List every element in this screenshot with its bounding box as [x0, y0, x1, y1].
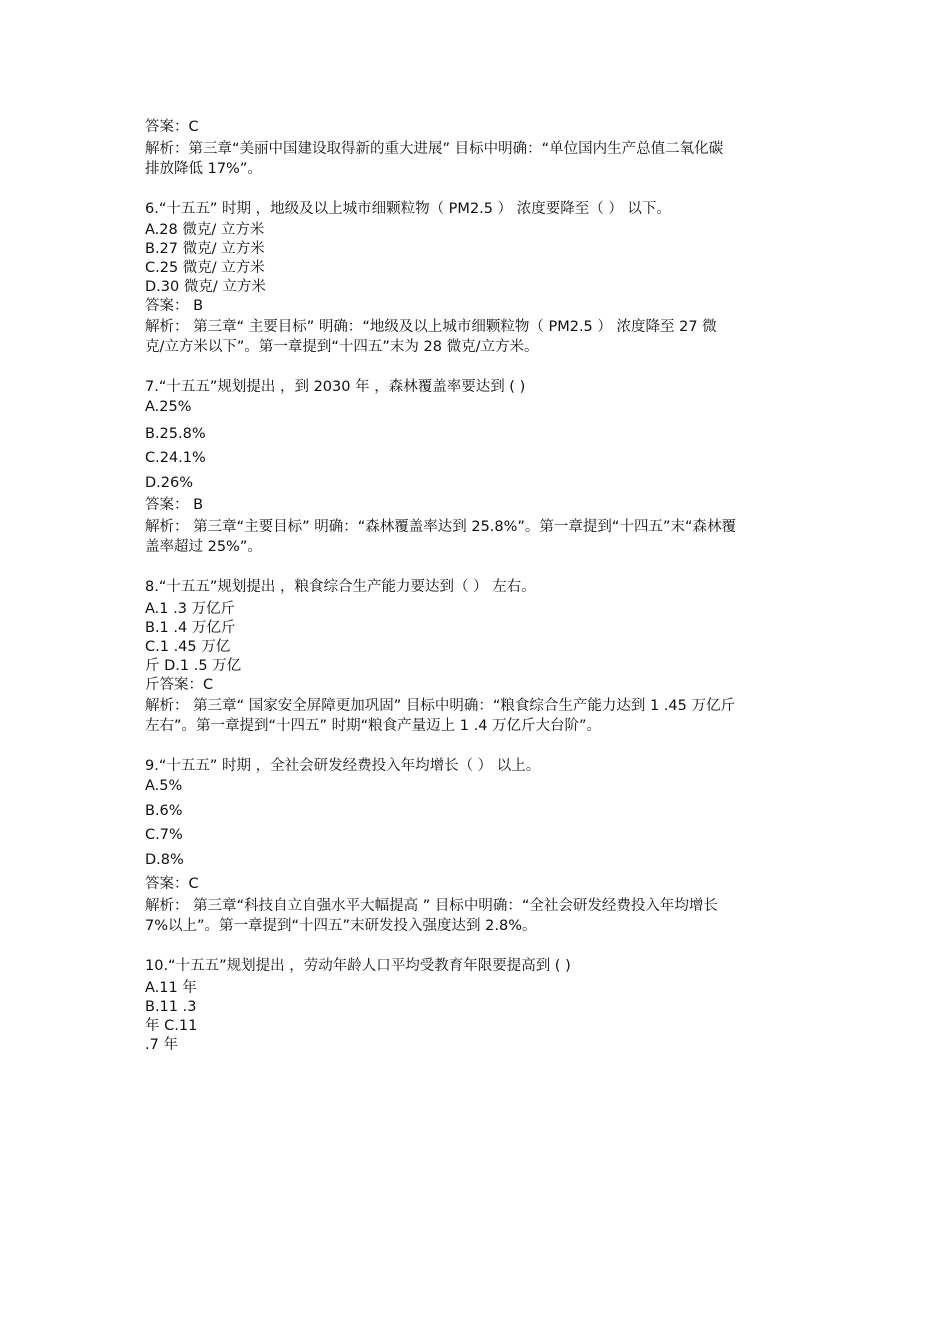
option-line: 斤 D.1 .5 万亿	[145, 658, 242, 674]
answer-line: 答案：C	[145, 119, 199, 135]
option-line: .7 年	[145, 1037, 178, 1053]
answer-line: 答案：C	[145, 876, 199, 892]
answer-line: 答案： B	[145, 298, 204, 314]
analysis-line: 解析： 第三章“ 国家安全屏障更加巩固” 目标中明确：“粮食综合生产能力达到 1 .45 万亿斤	[145, 698, 735, 714]
question-line: 7.“十五五”规划提出 ，到 2030 年 ，森林覆盖率要达到 ( )	[145, 379, 526, 395]
option-line: D.8%	[145, 852, 184, 868]
question-line: 9.“十五五” 时期 ，全社会研发经费投入年均增长（ ） 以上。	[145, 758, 541, 774]
analysis-line: 解析： 第三章“主要目标” 明确：“森林覆盖率达到 25.8%”。第一章提到“十四五”末“森林覆	[145, 519, 736, 535]
option-line: C.7%	[145, 827, 183, 843]
option-line: A.28 微克/ 立方米	[145, 222, 265, 238]
question-line: 6.“十五五” 时期 ，地级及以上城市细颗粒物（ PM2.5 ） 浓度要降至（ ） 以下。	[145, 201, 671, 217]
option-line: B.1 .4 万亿斤	[145, 620, 236, 636]
question-line: 8.“十五五”规划提出 ，粮食综合生产能力要达到（ ） 左右。	[145, 579, 536, 595]
analysis-line: 解析：第三章“美丽中国建设取得新的重大进展” 目标中明确：“单位国内生产总值二氧化碳	[145, 141, 724, 157]
option-line: 年 C.11	[145, 1018, 198, 1034]
answer-line: 答案： B	[145, 497, 204, 513]
option-line: A.1 .3 万亿斤	[145, 601, 236, 617]
option-line: B.27 微克/ 立方米	[145, 241, 265, 257]
option-line: C.25 微克/ 立方米	[145, 260, 265, 276]
analysis-line: 排放降低 17%”。	[145, 161, 262, 177]
answer-line: 斤答案：C	[145, 677, 214, 693]
option-line: A.25%	[145, 399, 192, 415]
analysis-line: 盖率超过 25%”。	[145, 539, 262, 555]
option-line: D.30 微克/ 立方米	[145, 279, 266, 295]
option-line: B.11 .3	[145, 999, 197, 1015]
option-line: C.1 .45 万亿	[145, 639, 231, 655]
analysis-line: 克/立方米以下”。第一章提到“十四五”末为 28 微克/立方米。	[145, 339, 539, 355]
analysis-line: 左右”。第一章提到“十四五” 时期“粮食产量迈上 1 .4 万亿斤大台阶”。	[145, 718, 602, 734]
question-line: 10.“十五五”规划提出 ，劳动年龄人口平均受教育年限要提高到 ( )	[145, 958, 571, 974]
option-line: A.11 年	[145, 980, 197, 996]
analysis-line: 解析： 第三章“ 主要目标” 明确：“地级及以上城市细颗粒物（ PM2.5 ） 浓度降至 27 微	[145, 319, 717, 335]
option-line: B.25.8%	[145, 426, 206, 442]
analysis-line: 解析： 第三章“科技自立自强水平大幅提高 ” 目标中明确：“全社会研发经费投入年均增长	[145, 898, 718, 914]
option-line: B.6%	[145, 803, 183, 819]
option-line: A.5%	[145, 778, 183, 794]
option-line: C.24.1%	[145, 450, 206, 466]
analysis-line: 7%以上”。第一章提到“十四五”末研发投入强度达到 2.8%。	[145, 918, 537, 934]
option-line: D.26%	[145, 475, 194, 491]
